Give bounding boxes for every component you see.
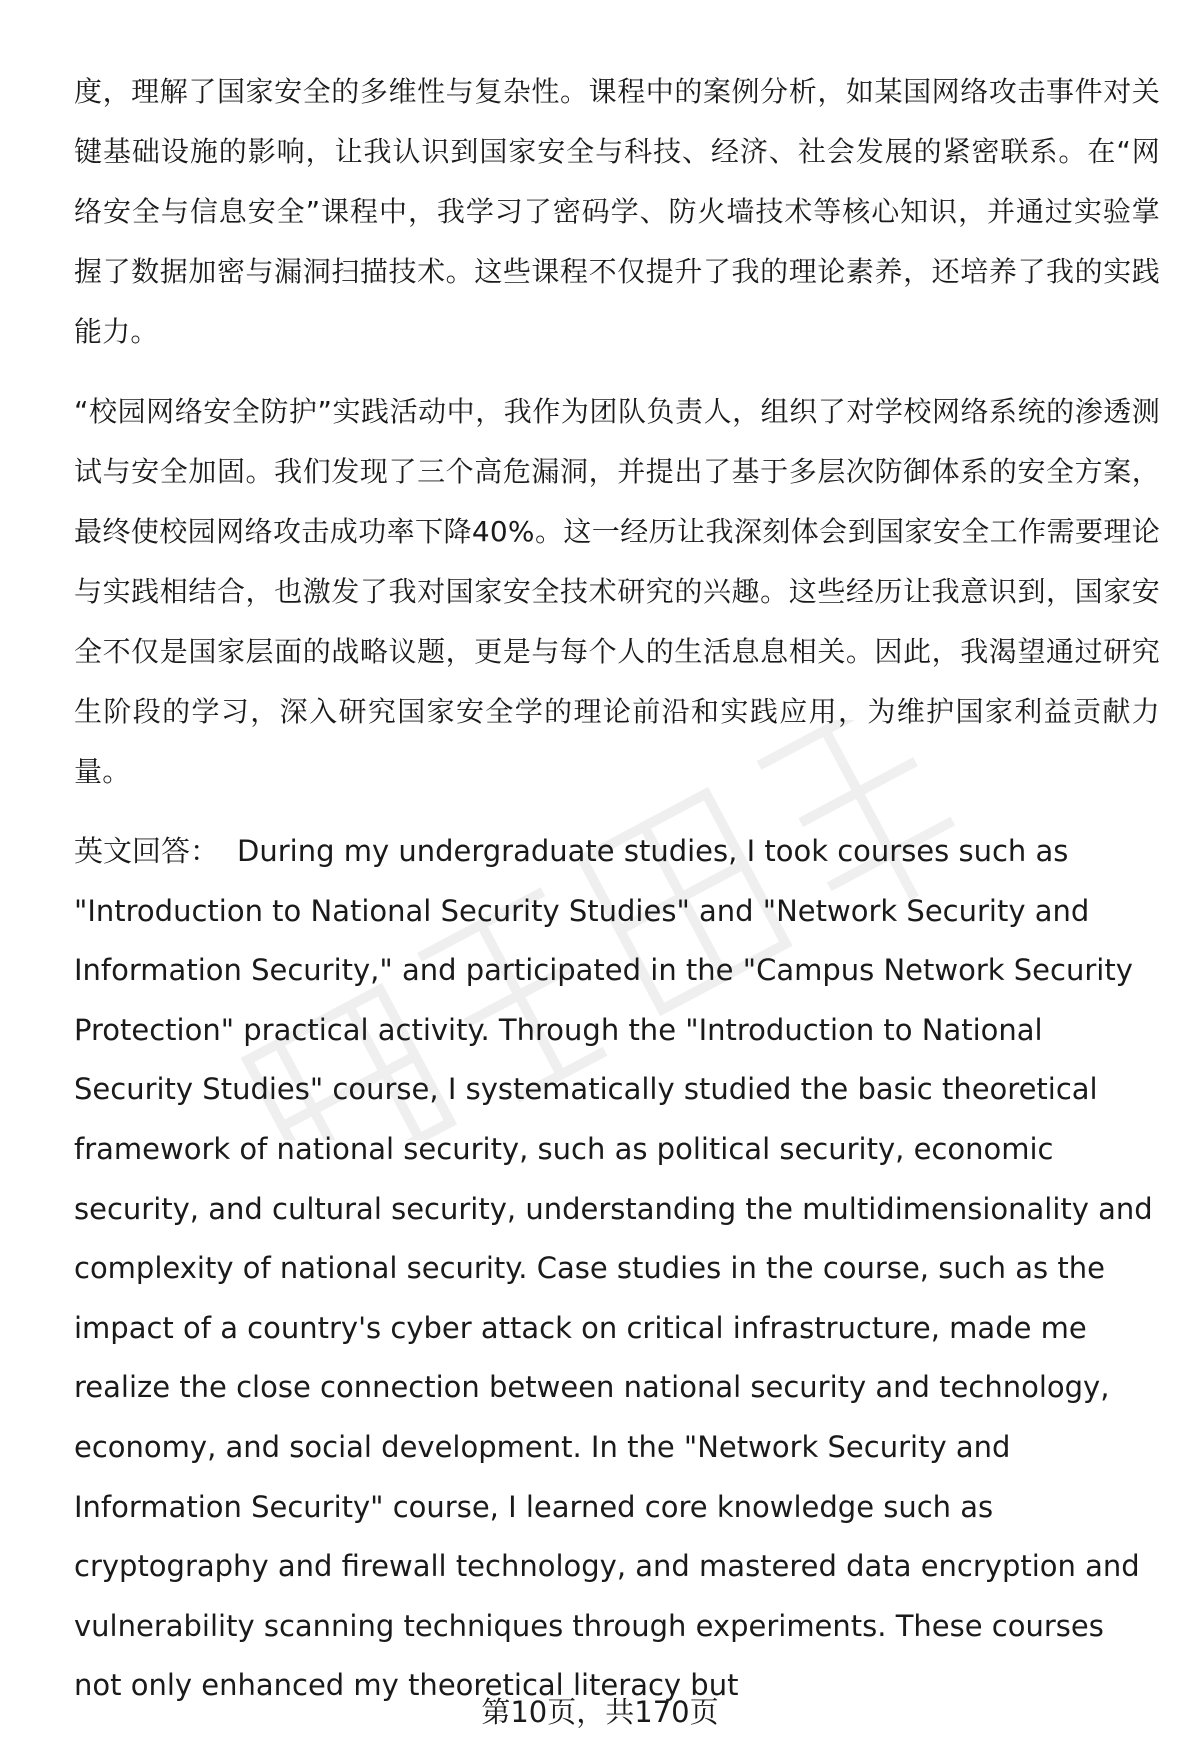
english-answer-label: 英文回答： — [74, 834, 220, 868]
document-body — [74, 62, 1160, 1716]
paragraph-chinese-2: “校园网络安全防护”实践活动中，我作为团队负责人，组织了对学校网络系统的渗透测试与安全加固。我们发现了三个高危漏洞，并提出了基于多层次防御体系的安全方案，最终使校园网络攻击成功率下降40%。这一经历让我深刻体会到国家安全工作需要理论与实践相结合，也激发了我对国家安全技术研究的兴趣。这些经历让我意识到，国家安全不仅是国家层面的战略议题，更是与每个人的生活息息相关。因此，我渴望通过研究生阶段的学习，深入研究国家安全学的理论前沿和实践应用，为维护国家利益贡献力量。 — [74, 395, 1160, 788]
page-number-footer: 第10页，共170页 — [481, 1695, 719, 1729]
paragraph-chinese-1: 度，理解了国家安全的多维性与复杂性。课程中的案例分析，如某国网络攻击事件对关键基础设施的影响，让我认识到国家安全与科技、经济、社会发展的紧密联系。在“网络安全与信息安全”课程中，我学习了密码学、防火墙技术等核心知识，并通过实验掌握了数据加密与漏洞扫描技术。这些课程不仅提升了我的理论素养，还培养了我的实践能力。 — [74, 75, 1160, 348]
paragraph-english-answer — [74, 822, 1160, 1716]
english-answer-text: During my undergraduate studies, I took courses such as "Introduction to National Security Studies" and "Network Security and Information Security," and participated in the "Campus Network Security Protection" practical activity. Through the "Introduction to National Security Studies" course, I systematically studied the basic theoretical framework of national security, such as political security, economic security, and cultural security, understanding the multidimensionality and complexity of national security. Case studies in the course, such as the impact of a country's cyber attack on critical infrastructure, made me realize the close connection between national security and technology, economy, and social development. In the "Network Security and Information Security" course, I learned core knowledge such as cryptography and firewall technology, and mastered data encryption and vulnerability scanning techniques through experiments. These courses not only enhanced my theoretical literacy but — [74, 834, 1153, 1703]
